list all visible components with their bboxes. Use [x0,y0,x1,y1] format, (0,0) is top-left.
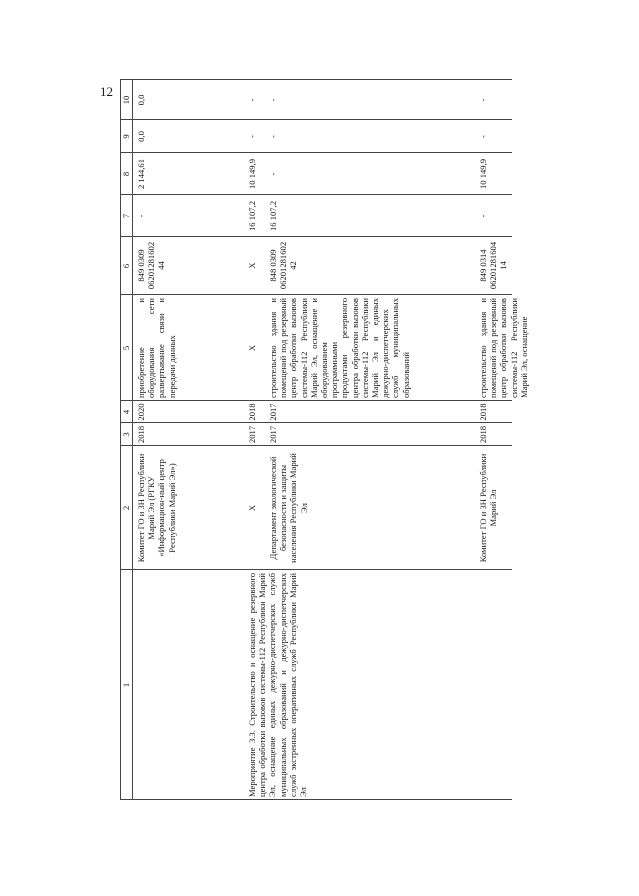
header-col-10: 10 [121,95,131,105]
table-border-left [120,799,512,800]
row-1-executor: Комитет ГО и ЗН Республики Марий Эл (РГКУ «Информацион-ный центр Республики Марий Эл») [136,453,177,563]
row-2-start-year: 2017 [247,425,257,444]
header-col-4: 4 [121,409,131,415]
row-3-amount-2017: 16 107,2 [268,200,278,232]
column-divider [120,422,512,423]
budget-table [120,80,529,800]
row-4-amount-2017: - [478,214,488,218]
row-3-description: строительство здания и помещений под резервный центр обработки вызовов системы-112 Республики Марий Эл, оснащение и оборудованием программными продуктами резервного центра обработки вызовов системы-112 Республики Марий Эл и единых дежурно-диспетчерских служб муниципальных образований [268,298,411,398]
header-col-2: 2 [121,505,131,511]
header-col-8: 8 [121,171,131,177]
row-2-measure-title: Мероприятие 3.3. Строительство и оснащение резервного центра обработки вызовов системы-112 Республики Марий Эл, оснащение единых дежурно-диспетчерских служб муниципальных образований и дежурно-диспетчерских служб экстренных оперативных служб Республики Марий Эл [247,573,309,797]
row-2-budget-code: Х [247,262,257,269]
column-divider [120,294,512,295]
row-1-budget-code: 849 0309 06201281602 44 [136,241,167,290]
row-4-description: строительство здания и помещений под резервный центр обработки вызовов системы-112 Республики Марий Эл, оснащение [478,298,529,398]
row-3-start-year: 2017 [268,425,278,444]
row-4-amount-2020: - [478,98,488,102]
header-col-5: 5 [121,345,131,351]
column-divider [120,236,512,237]
row-2-amount-2019: - [247,135,257,138]
page-number: 12 [100,84,113,99]
row-1-amount-2019: 0,0 [136,131,146,142]
column-divider [120,152,512,153]
row-1-description: приобретение и оборудования сети развертывание связи и передачи данных [136,298,177,398]
row-3-executor: Департамент экологической безопасности и защиты населения Республики Марий Эл [268,453,309,563]
row-1-end-year: 2020 [136,403,146,421]
row-3-amount-2018: - [268,172,278,176]
row-3-amount-2019: - [268,135,278,138]
row-1-amount-2020: 0,0 [136,94,146,106]
row-4-budget-code: 849 0314 06201281604 14 [478,241,509,290]
header-col-6: 6 [121,263,131,269]
row-2-amount-2020: - [247,98,257,102]
row-2-executor: Х [247,504,257,512]
header-col-9: 9 [121,134,131,139]
column-divider [120,445,512,446]
column-divider [120,400,512,401]
row-2-end-year: 2018 [247,403,257,421]
row-4-executor: Комитет ГО и ЗН Республики Марий Эл [478,453,499,563]
row-4-amount-2019: - [478,135,488,138]
row-1-start-year: 2018 [136,425,146,444]
row-1-amount-2017: - [136,214,146,218]
header-col-7: 7 [121,213,131,219]
row-4-amount-2018: 10 149,9 [478,158,488,190]
row-2-amount-2018: 10 149,9 [247,158,257,190]
table-border-right [120,79,512,80]
row-4-end-year: 2018 [478,403,488,421]
row-2-amount-2017: 16 107,2 [247,200,257,232]
row-2-description: Х [247,344,257,352]
row-3-budget-code: 848 0309 06201281602 42 [268,241,299,290]
row-4-start-year: 2018 [478,425,488,444]
row-3-end-year: 2017 [268,403,278,421]
column-divider [120,569,512,570]
header-col-1: 1 [121,682,131,688]
column-divider [120,194,512,195]
column-divider [120,119,512,120]
header-col-3: 3 [121,432,131,437]
row-1-amount-2018: 2 144,61 [136,158,146,190]
header-divider [132,80,133,800]
row-3-amount-2020: - [268,98,278,102]
